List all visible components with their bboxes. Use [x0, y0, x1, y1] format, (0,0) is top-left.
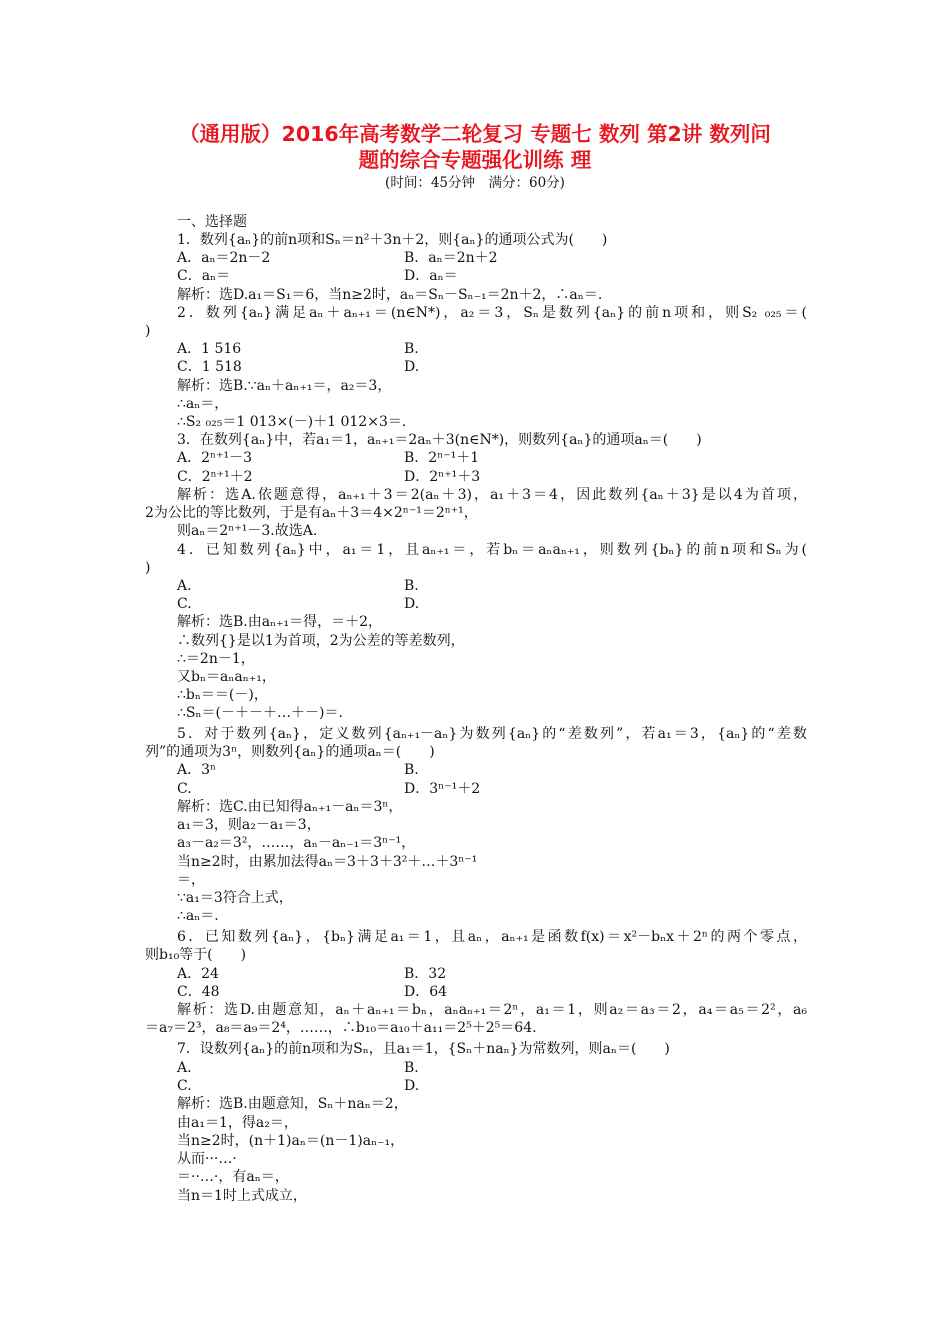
text-line: A．2ⁿ⁺¹－3: [177, 450, 252, 466]
text-line: 一、选择题: [177, 214, 247, 230]
text-line: C.: [177, 596, 192, 612]
text-line: 解析：选B.由aₙ₊₁＝得，＝＋2，: [177, 614, 383, 630]
text-line: a₃－a₂＝3²，……，aₙ－aₙ₋₁＝3ⁿ⁻¹，: [177, 835, 416, 851]
text-line: 5．对于数列{aₙ}，定义数列{aₙ₊₁－aₙ}为数列{aₙ}的“差数列”，若a₁＝3，{aₙ}的“差数: [177, 726, 807, 742]
text-line: 当n≥2时，(n＋1)aₙ＝(n－1)aₙ₋₁，: [177, 1133, 405, 1149]
text-line: C.: [177, 1078, 192, 1094]
text-line: A.: [177, 578, 192, 594]
option-right-column: D.: [404, 596, 420, 612]
text-line: C．aₙ＝: [177, 268, 231, 284]
text-line: ∴aₙ＝.: [177, 908, 219, 924]
text-line: ＝··…·，有aₙ＝，: [177, 1169, 289, 1185]
option-right-column: D．aₙ＝: [404, 268, 458, 284]
option-right-column: B.: [404, 762, 419, 778]
text-line: 4．已知数列{aₙ}中，a₁＝1，且aₙ₊₁＝，若bₙ＝aₙaₙ₊₁，则数列{bₙ}的前n项和Sₙ为(: [177, 542, 807, 558]
option-right-column: D．3ⁿ⁻¹＋2: [404, 781, 481, 797]
text-line: ∴＝2n－1，: [177, 651, 255, 667]
option-right-column: D.: [404, 1078, 420, 1094]
option-right-column: D.: [404, 359, 420, 375]
option-right-column: B．aₙ＝2n＋2: [404, 250, 498, 266]
text-line: 则b₁₀等于( ): [145, 947, 247, 963]
text-line: ＝a₇＝2³，a₈＝a₉＝2⁴，……，∴b₁₀＝a₁₀＋a₁₁＝2⁵＋2⁵＝64.: [145, 1020, 537, 1036]
text-line: ): [145, 560, 151, 576]
text-line: 6．已知数列{aₙ}，{bₙ}满足a₁＝1，且aₙ，aₙ₊₁是函数f(x)＝x²－bₙx＋2ⁿ的两个零点，: [177, 929, 807, 945]
option-right-column: B.: [404, 341, 419, 357]
option-right-column: B．32: [404, 966, 447, 982]
text-line: 当n＝1时上式成立，: [177, 1188, 307, 1204]
text-line: a₁＝3，则a₂－a₁＝3，: [177, 817, 321, 833]
text-line: ∵a₁＝3符合上式，: [177, 890, 293, 906]
text-line: 当n≥2时，由累加法得aₙ＝3＋3＋3²＋…＋3ⁿ⁻¹: [177, 854, 478, 870]
option-right-column: B.: [404, 1060, 419, 1076]
text-line: 又bₙ＝aₙaₙ₊₁，: [177, 669, 276, 685]
text-line: 从而···…·: [177, 1151, 237, 1167]
text-line: 解析：选C.由已知得aₙ₊₁－aₙ＝3ⁿ，: [177, 799, 403, 815]
text-line: C．48: [177, 984, 220, 1000]
option-right-column: D．64: [404, 984, 448, 1000]
option-right-column: B.: [404, 578, 419, 594]
document-title-line1: （通用版）2016年高考数学二轮复习 专题七 数列 第2讲 数列问: [179, 122, 771, 146]
exam-info: (时间：45分钟 满分：60分): [385, 175, 565, 191]
text-line: A．3ⁿ: [177, 762, 217, 778]
document-title-line2: 题的综合专题强化训练 理: [358, 148, 592, 172]
text-line: ): [145, 323, 151, 339]
text-line: 7．设数列{aₙ}的前n项和为Sₙ，且a₁＝1，{Sₙ＋naₙ}为常数列，则aₙ＝( ): [177, 1041, 670, 1057]
text-line: ＝，: [177, 872, 205, 888]
text-line: 解析：选A.依题意得，aₙ₊₁＋3＝2(aₙ＋3)，a₁＋3＝4，因此数列{aₙ＋3}是以4为首项，: [177, 487, 807, 503]
text-line: A．aₙ＝2n－2: [177, 250, 271, 266]
text-line: C.: [177, 781, 192, 797]
text-line: ∴aₙ＝，: [177, 396, 229, 412]
text-line: C．1 518: [177, 359, 242, 375]
text-line: ∴S₂ ₀₂₅＝1 013×(－)＋1 012×3＝.: [177, 414, 407, 430]
text-line: 由a₁＝1，得a₂＝，: [177, 1115, 298, 1131]
text-line: 2．数列{aₙ}满足aₙ＋aₙ₊₁＝(n∈N*)，a₂＝3，Sₙ是数列{aₙ}的前n项和，则S₂ ₀₂₅＝(: [177, 305, 807, 321]
text-line: ∴Sₙ＝(－＋－＋…＋－)＝.: [177, 705, 343, 721]
text-line: ∴bₙ＝＝(－)，: [177, 687, 268, 703]
text-line: 3．在数列{aₙ}中，若a₁＝1，aₙ₊₁＝2aₙ＋3(n∈N*)，则数列{aₙ}的通项aₙ＝( ): [177, 432, 702, 448]
option-right-column: B．2ⁿ⁻¹＋1: [404, 450, 480, 466]
text-line: 2为公比的等比数列，于是有aₙ＋3＝4×2ⁿ⁻¹＝2ⁿ⁺¹，: [145, 505, 478, 521]
text-line: 解析：选D.a₁＝S₁＝6，当n≥2时，aₙ＝Sₙ－Sₙ₋₁＝2n＋2，∴aₙ＝.: [177, 287, 603, 303]
text-line: A．1 516: [177, 341, 242, 357]
text-line: 1．数列{aₙ}的前n项和Sₙ＝n²＋3n＋2，则{aₙ}的通项公式为( ): [177, 232, 608, 248]
option-right-column: D．2ⁿ⁺¹＋3: [404, 469, 481, 485]
text-line: C．2ⁿ⁺¹＋2: [177, 469, 253, 485]
text-line: 解析：选D.由题意知，aₙ＋aₙ₊₁＝bₙ，aₙaₙ₊₁＝2ⁿ，a₁＝1，则a₂＝a₃＝2，a₄＝a₅＝2²，a₆: [177, 1002, 807, 1018]
text-line: A.: [177, 1060, 192, 1076]
text-line: 列”的通项为3ⁿ，则数列{aₙ}的通项aₙ＝( ): [145, 744, 435, 760]
text-line: 则aₙ＝2ⁿ⁺¹－3.故选A.: [177, 523, 318, 539]
text-line: 解析：选B.由题意知，Sₙ＋naₙ＝2，: [177, 1096, 408, 1112]
text-line: 解析：选B.∵aₙ＋aₙ₊₁＝，a₂＝3，: [177, 378, 392, 394]
text-line: ∴数列{}是以1为首项，2为公差的等差数列，: [177, 633, 465, 649]
text-line: A．24: [177, 966, 219, 982]
